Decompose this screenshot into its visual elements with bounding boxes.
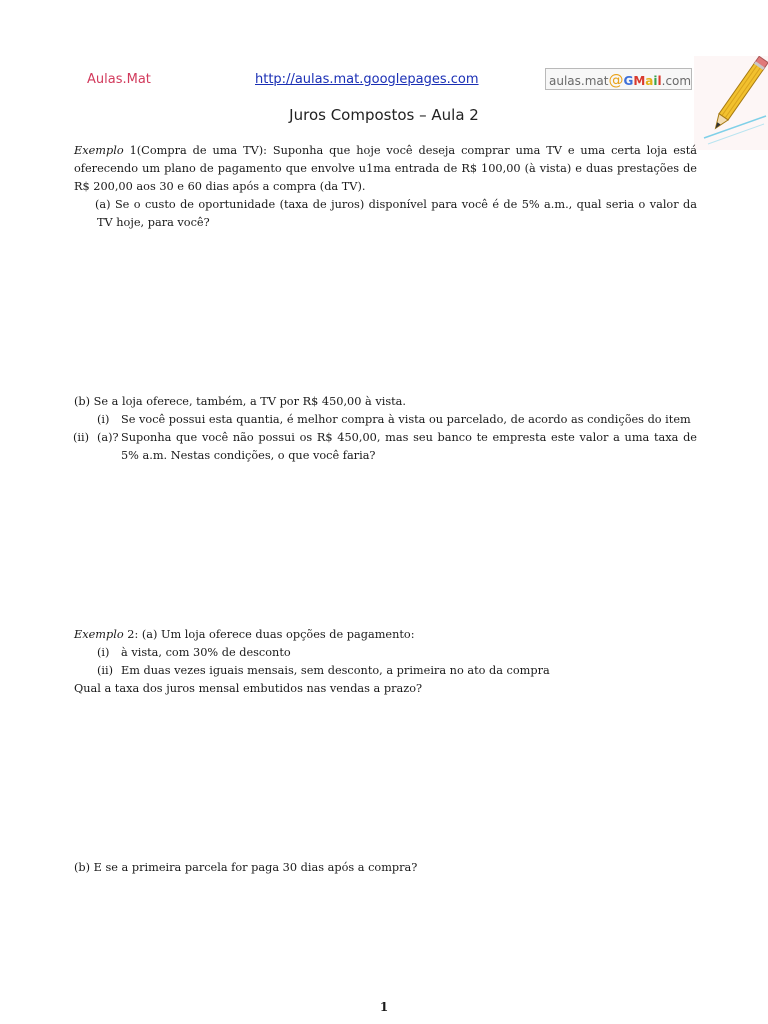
gmail-logo-letter: l	[657, 74, 662, 88]
list-item	[97, 662, 697, 680]
list-item-text: Suponha que você não possui os R$ 450,00, mas seu banco te empresta este valor a uma taxa de 5% a.m. Nestas condições, o que você faria?	[121, 431, 697, 462]
pencil-illustration	[694, 56, 768, 150]
email-at-sign: @	[608, 71, 624, 89]
list-item-text: à vista, com 30% de desconto	[121, 646, 291, 659]
pencil-icon	[694, 56, 768, 150]
example2-question: Qual a taxa dos juros mensal embutidos nas vendas a prazo?	[74, 682, 423, 695]
gmail-logo-letter: M	[633, 74, 646, 88]
example-label: Exemplo	[74, 144, 124, 157]
brand-name: Aulas.Mat	[87, 72, 151, 87]
example1-intro-text: 1(Compra de uma TV): Suponha que hoje você deseja comprar uma TV e uma certa loja está oferecendo um plano de pagamento que envolve u1ma entrada de R$ 100,00 (à vista) e duas prestações de R$ 200,00 aos 30 e 60 dias após a compra (da TV).	[74, 144, 697, 193]
example1-part-a: (a) Se o custo de oportunidade (taxa de juros) disponível para você é de 5% a.m., qual seria o valor da TV hoje, para você?	[95, 198, 697, 229]
example1-part-b: (b) Se a loja oferece, também, a TV por R$ 450,00 à vista.	[74, 395, 406, 408]
list-item-number: (ii)	[97, 664, 114, 677]
list-item	[73, 429, 697, 465]
list-item-text: Se você possui esta quantia, é melhor compra à vista ou parcelado, de acordo as condições do item (a)?	[97, 413, 691, 444]
example2-intro-text: 2: (a) Um loja oferece duas opções de pagamento:	[123, 628, 415, 641]
list-item	[97, 644, 697, 662]
document-title: Juros Compostos – Aula 2	[289, 106, 479, 124]
email-suffix: .com	[661, 74, 692, 88]
example2-intro	[74, 626, 697, 644]
list-item-number: (i)	[97, 413, 110, 426]
email-badge	[545, 68, 692, 90]
example2-part-b: (b) E se a primeira parcela for paga 30 dias após a compra?	[74, 861, 418, 874]
site-url-link[interactable]: http://aulas.mat.googlepages.com	[255, 72, 479, 87]
example-label: Exemplo	[74, 628, 124, 641]
example1-intro	[74, 142, 697, 196]
list-item-number: (ii)	[73, 431, 90, 444]
email-user: aulas.mat	[549, 74, 609, 88]
list-item-text: Em duas vezes iguais mensais, sem desconto, a primeira no ato da compra	[121, 664, 550, 677]
gmail-logo-letter: a	[645, 74, 654, 88]
list-item-number: (i)	[97, 646, 110, 659]
page-number: 1	[379, 1000, 389, 1014]
gmail-logo-letter: i	[653, 74, 658, 88]
gmail-logo-letter: G	[623, 74, 634, 88]
